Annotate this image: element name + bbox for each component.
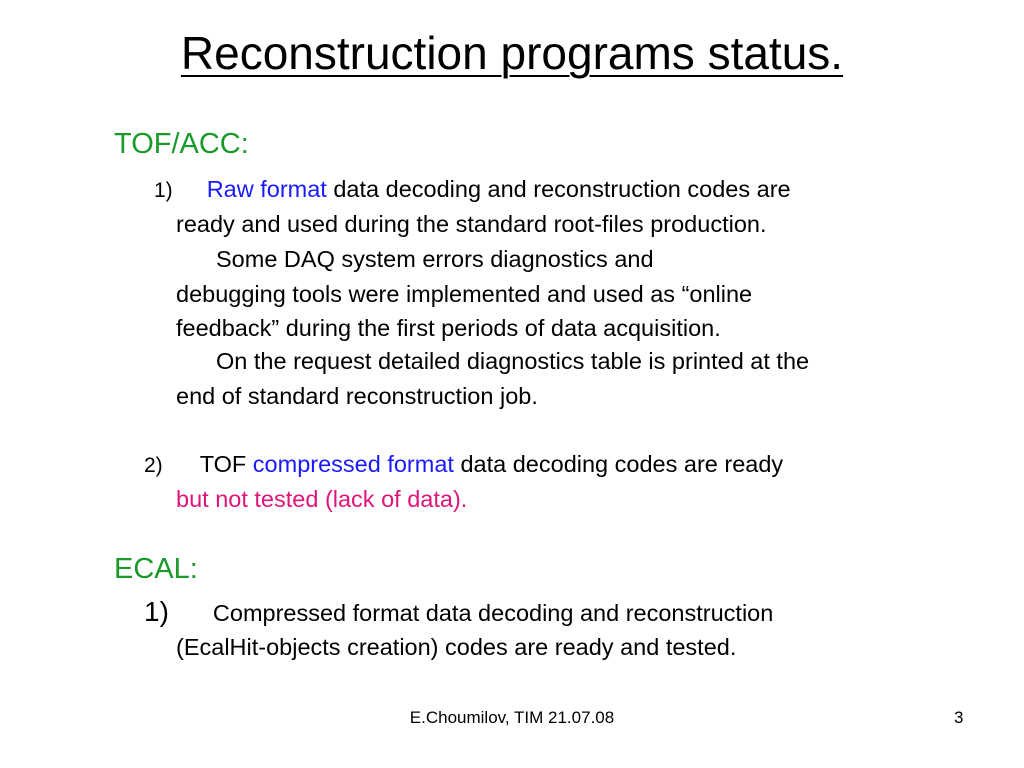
tof-acc-heading: TOF/ACC: (114, 128, 249, 160)
slide-title-text: Reconstruction programs status. (180, 27, 844, 79)
tof-item1-line4: debugging tools were implemented and used as “online (176, 281, 753, 307)
raw-format-text: Raw format (206, 176, 327, 202)
tof-item1-line7: end of standard reconstruction job. (176, 383, 538, 409)
ecal-heading: ECAL: (114, 553, 198, 585)
ecal-item1-line1 (144, 596, 773, 628)
ecal-item1-number: 1) (144, 596, 169, 627)
tof-item1-line1 (154, 176, 791, 203)
ecal-item1-line1-text: Compressed format data decoding and reconstruction (212, 600, 774, 626)
tof-item2-line1 (144, 451, 783, 478)
tof-item1-line2: ready and used during the standard root-files production. (176, 211, 767, 237)
page-number: 3 (954, 708, 964, 727)
tof-item2-line1-rest: data decoding codes are ready (460, 451, 784, 477)
tof-item2-prefix: TOF (199, 451, 247, 477)
tof-item1-line3: Some DAQ system errors diagnostics and (216, 246, 654, 272)
tof-item2-number: 2) (144, 454, 163, 477)
slide-title (0, 26, 1024, 80)
tof-item1-line1-rest: data decoding and reconstruction codes are (333, 176, 791, 202)
compressed-format-text: compressed format (252, 451, 454, 477)
tof-item2-line2: but not tested (lack of data). (176, 486, 468, 512)
tof-item1-number: 1) (154, 179, 173, 202)
ecal-item1-line2: (EcalHit-objects creation) codes are ready and tested. (176, 634, 737, 660)
tof-item1-line5: feedback” during the first periods of data acquisition. (176, 315, 721, 341)
tof-item1-line6: On the request detailed diagnostics table is printed at the (216, 348, 810, 374)
footer-author: E.Choumilov, TIM 21.07.08 (409, 708, 615, 727)
